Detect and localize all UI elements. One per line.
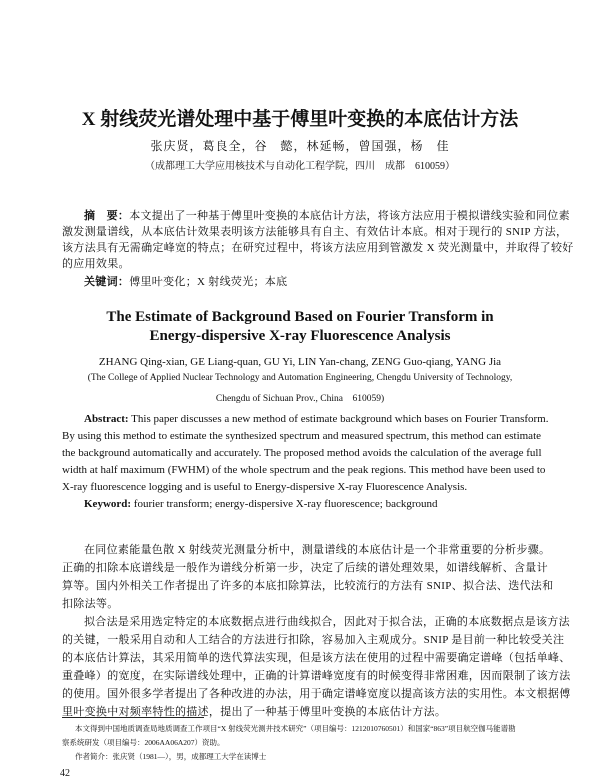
footnote-rule — [62, 717, 204, 718]
english-keywords: Keyword: fourier transform; energy-dispersive X-ray fluorescence; background — [84, 498, 438, 510]
english-title-line2: Energy-dispersive X-ray Fluorescence Analysis — [149, 328, 451, 344]
chinese-title: X 射线荧光谱处理中基于傅里叶变换的本底估计方法 — [81, 109, 519, 130]
chinese-affiliation: （成都理工大学应用核技术与自动化工程学院，四川 成都 610059） — [145, 161, 455, 172]
chinese-authors: 张庆贤，葛良全，谷 懿，林延畅，曾国强，杨 佳 — [150, 139, 450, 153]
english-title-line1: The Estimate of Background Based on Fourier Transform in — [106, 309, 494, 325]
chinese-keywords: 关键词：傅里叶变化；X 射线荧光；本底 — [84, 276, 288, 288]
page-number: 42 — [60, 768, 70, 779]
english-authors: ZHANG Qing-xian, GE Liang-quan, GU Yi, LIN Yan-chang, ZENG Guo-qiang, YANG Jia — [98, 356, 502, 368]
english-affiliation-line1: (The College of Applied Nuclear Technology and Automation Engineering, Chengdu University of Technology, — [87, 373, 513, 383]
abstract-label: 摘 要： — [84, 210, 130, 222]
english-affiliation-line2: Chengdu of Sichuan Prov., China 610059) — [215, 394, 385, 404]
